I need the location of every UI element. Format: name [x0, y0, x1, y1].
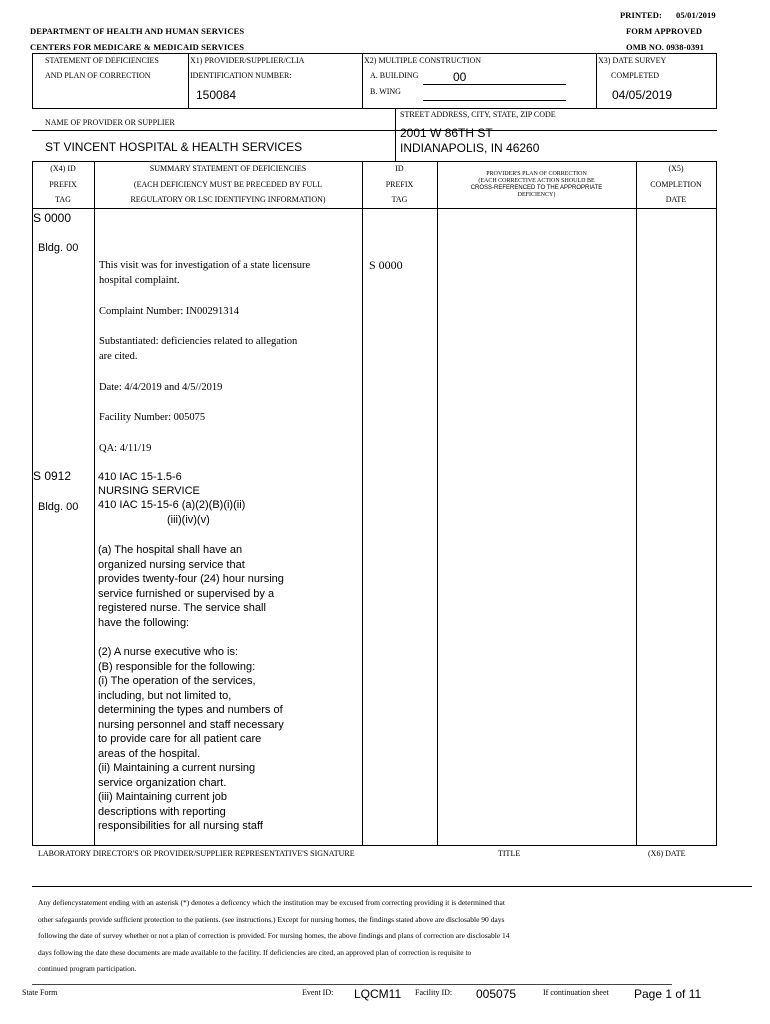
paragraph-2-line: (2) A nurse executive who is: — [98, 646, 239, 658]
cms-name: CENTERS FOR MEDICARE & MEDICAID SERVICES — [30, 42, 245, 52]
provider-id-value: 150084 — [196, 88, 237, 102]
disclaimer — [38, 895, 738, 978]
x4-label-3: TAG — [55, 195, 71, 204]
paragraph-2-line: to provide care for all patient care — [98, 733, 262, 745]
x1-label-1: X1) PROVIDER/SUPPLIER/CLIA — [190, 56, 305, 65]
x2-label: X2) MULTIPLE CONSTRUCTION — [364, 56, 482, 65]
building-value: 00 — [453, 70, 467, 84]
disclaimer-line: other safegaurds provide sufficient protection to the patients. (see instructions.) Except for nursing homes, the findings stated above are disclosable 90 days — [38, 914, 505, 924]
director-signature-label: LABORATORY DIRECTOR'S OR PROVIDER/SUPPLIER REPRESENTATIVE'S SIGNATURE — [38, 849, 355, 858]
paragraph-2-line: nursing personnel and staff necessary — [98, 718, 284, 731]
facility-id-label: Facility ID: — [415, 988, 453, 997]
provider-name-value: ST VINCENT HOSPITAL & HEALTH SERVICES — [45, 140, 303, 154]
id-tag-s0000: S 0000 — [369, 258, 403, 272]
x3-label-2: COMPLETED — [611, 71, 659, 80]
regulation-line-3: 410 IAC 15-15-6 (a)(2)(B)(i)(ii) — [98, 499, 246, 511]
paragraph-a-line: (a) The hospital shall have an — [98, 544, 243, 556]
disclaimer-line: days following the date these documents are made available to the facility. If deficiencies are cited, an approved plan of correction is requisite to — [38, 947, 472, 957]
provider-name-label: NAME OF PROVIDER OR SUPPLIER — [45, 118, 175, 127]
x1-label-2: IDENTIFICATION NUMBER: — [190, 71, 292, 80]
survey-dates: Date: 4/4/2019 and 4/5//2019 — [99, 382, 223, 393]
summary-label-2: (EACH DEFICIENCY MUST BE PRECEDED BY FULL — [133, 180, 323, 189]
visit-line-1: This visit was for investigation of a state licensure — [99, 260, 311, 271]
facility-number: Facility Number: 005075 — [99, 412, 206, 423]
page-number: Page 1 of 11 — [634, 987, 702, 1001]
wing-label: B. WING — [370, 87, 401, 96]
x6-date-label: (X6) DATE — [648, 849, 686, 858]
paragraph-2-line: responsibilities for all nursing staff — [98, 820, 263, 832]
paragraph-2-line: (B) responsible for the following: — [98, 660, 256, 673]
paragraph-2 — [98, 645, 284, 834]
x4-label-1: (X4) ID — [50, 164, 76, 173]
paragraph-a — [98, 543, 284, 630]
paragraph-a-line: service furnished or supervised by a — [98, 587, 275, 600]
paragraph-2-line: (iii) Maintaining current job — [98, 791, 227, 803]
paragraph-2-line: (i) The operation of the services, — [98, 675, 256, 687]
continuation-label: If continuation sheet — [543, 988, 609, 997]
summary-label-1: SUMMARY STATEMENT OF DEFICIENCIES — [149, 164, 307, 173]
visit-line-2: hospital complaint. — [99, 275, 180, 286]
statement-label-2: AND PLAN OF CORRECTION — [45, 71, 151, 80]
omb-number: OMB NO. 0938-0391 — [626, 42, 704, 52]
disclaimer-line: Any defiencystatement ending with an asterisk (*) denotes a deficency which the institution may be excused from correcting providing it is determined that — [38, 898, 505, 907]
id-label-1: ID — [395, 164, 404, 173]
facility-id-value: 005075 — [476, 987, 517, 1001]
disclaimer-line: following the date of survey whether or not a plan of correction is provided. For nursing homes, the above findings and plans of correction are disclosable 14 — [38, 931, 510, 940]
printed-label: PRINTED: — [620, 10, 662, 20]
address-line-1: 2001 W 86TH ST — [400, 126, 493, 140]
state-form-label: State Form — [22, 988, 58, 997]
statement-label-1: STATEMENT OF DEFICIENCIES — [45, 56, 159, 65]
paragraph-a-line: have the following: — [98, 616, 190, 629]
substantiated-line-2: are cited. — [99, 351, 138, 362]
paragraph-2-line: service organization chart. — [98, 776, 227, 789]
survey-date-value: 04/05/2019 — [612, 88, 673, 102]
summary-label-3: REGULATORY OR LSC IDENTIFYING INFORMATION) — [130, 195, 326, 204]
form-approved: FORM APPROVED — [626, 26, 703, 36]
x5-label-2: COMPLETION — [650, 180, 702, 189]
substantiated-line-1: Substantiated: deficiencies related to allegation — [99, 336, 298, 347]
bldg-label-2: Bldg. 00 — [38, 501, 79, 513]
x3-label-1: X3) DATE SURVEY — [598, 56, 667, 65]
tag-s0000: S 0000 — [33, 211, 72, 225]
bldg-label-1: Bldg. 00 — [38, 242, 79, 254]
id-label-3: TAG — [391, 195, 408, 204]
disclaimer-line: continued program participation. — [38, 964, 137, 973]
x5-label-1: (X5) — [668, 164, 684, 173]
x5-label-3: DATE — [665, 195, 687, 204]
plan-label-1: PROVIDER'S PLAN OF CORRECTION — [486, 171, 587, 177]
x4-label-2: PREFIX — [49, 180, 77, 189]
regulation-line-2: NURSING SERVICE — [98, 485, 200, 497]
tag-s0912: S 0912 — [33, 469, 72, 483]
event-id-label: Event ID: — [302, 988, 334, 997]
plan-label-4: DEFICIENCY) — [517, 192, 556, 198]
regulation-line-1: 410 IAC 15-1.5-6 — [98, 471, 182, 483]
printed-date: 05/01/2019 — [676, 10, 716, 20]
event-id-value: LQCM11 — [354, 987, 402, 1001]
title-label: TITLE — [498, 849, 521, 858]
id-label-2: PREFIX — [385, 180, 414, 189]
plan-label-3: CROSS-REFERENCED TO THE APPROPRIATE — [470, 185, 603, 191]
regulation-line-4: (iii)(iv)(v) — [167, 514, 210, 526]
paragraph-2-line: including, but not limited to, — [98, 689, 232, 702]
department-name: DEPARTMENT OF HEALTH AND HUMAN SERVICES — [30, 26, 245, 36]
paragraph-a-line: registered nurse. The service shall — [98, 602, 266, 614]
address-line-2: INDIANAPOLIS, IN 46260 — [400, 141, 540, 155]
paragraph-2-line: descriptions with reporting — [98, 805, 226, 818]
address-label: STREET ADDRESS, CITY, STATE, ZIP CODE — [400, 110, 556, 119]
paragraph-2-line: areas of the hospital. — [98, 747, 201, 760]
complaint-number: Complaint Number: IN00291314 — [99, 306, 239, 317]
plan-label-2: (EACH CORRECTIVE ACTION SHOULD BE — [478, 178, 595, 184]
paragraph-a-line: organized nursing service that — [98, 558, 245, 571]
building-label: A. BUILDING — [370, 71, 419, 80]
paragraph-2-line: determining the types and numbers of — [98, 704, 283, 716]
qa-date: QA: 4/11/19 — [99, 443, 152, 454]
paragraph-2-line: (ii) Maintaining a current nursing — [98, 762, 256, 774]
paragraph-a-line: provides twenty-four (24) hour nursing — [98, 573, 284, 585]
